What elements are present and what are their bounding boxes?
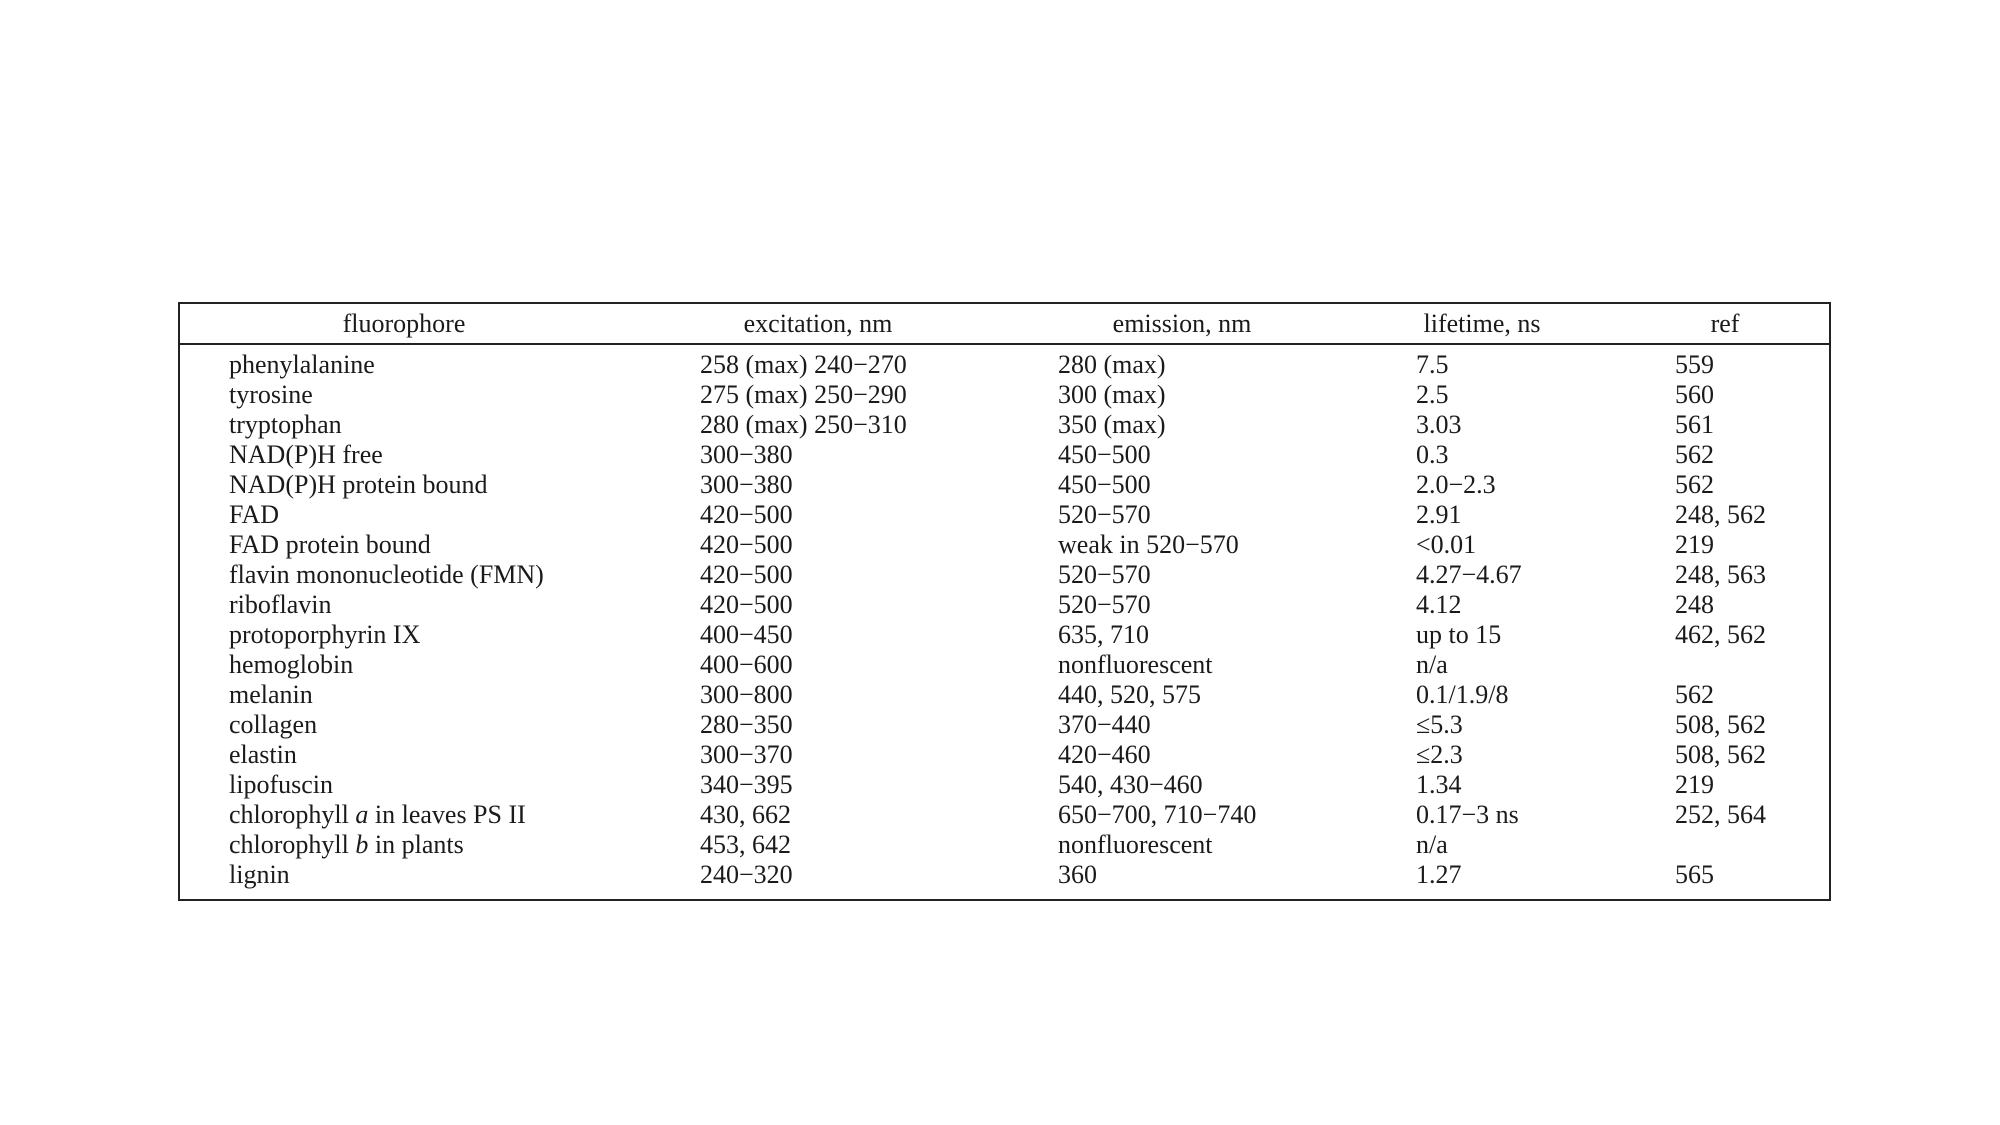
cell-excitation: 400−450 xyxy=(700,620,793,649)
cell-fluorophore: NAD(P)H free xyxy=(229,440,383,469)
fluorophore-text: in plants xyxy=(368,830,464,859)
cell-lifetime: 2.0−2.3 xyxy=(1416,470,1496,499)
cell-lifetime: 7.5 xyxy=(1416,350,1449,379)
cell-fluorophore: lignin xyxy=(229,860,290,889)
cell-fluorophore: riboflavin xyxy=(229,590,332,619)
cell-fluorophore: protoporphyrin IX xyxy=(229,620,421,649)
cell-emission: 300 (max) xyxy=(1058,380,1166,409)
cell-ref: 248 xyxy=(1675,590,1714,619)
cell-lifetime: <0.01 xyxy=(1416,530,1477,559)
cell-lifetime: 4.27−4.67 xyxy=(1416,560,1522,589)
cell-emission: 635, 710 xyxy=(1058,620,1149,649)
table-row xyxy=(180,770,1829,800)
cell-lifetime: 2.91 xyxy=(1416,500,1462,529)
table-row xyxy=(180,680,1829,710)
cell-lifetime: up to 15 xyxy=(1416,620,1502,649)
cell-excitation: 420−500 xyxy=(700,560,793,589)
cell-excitation: 240−320 xyxy=(700,860,793,889)
cell-excitation: 430, 662 xyxy=(700,800,791,829)
cell-fluorophore: melanin xyxy=(229,680,313,709)
cell-lifetime: 0.1/1.9/8 xyxy=(1416,680,1509,709)
header-excitation: excitation, nm xyxy=(743,309,893,338)
table-row xyxy=(180,710,1829,740)
cell-emission: 450−500 xyxy=(1058,440,1151,469)
cell-emission: weak in 520−570 xyxy=(1058,530,1239,559)
cell-fluorophore: collagen xyxy=(229,710,318,739)
italic-variable: b xyxy=(355,830,369,859)
cell-lifetime: 4.12 xyxy=(1416,590,1462,619)
table-header-row xyxy=(180,304,1829,345)
fluorophore-text: chlorophyll xyxy=(229,830,356,859)
cell-excitation: 280 (max) 250−310 xyxy=(700,410,907,439)
table-row xyxy=(180,740,1829,770)
cell-emission: 280 (max) xyxy=(1058,350,1166,379)
cell-ref: 508, 562 xyxy=(1675,710,1766,739)
cell-emission: 420−460 xyxy=(1058,740,1151,769)
cell-ref: 562 xyxy=(1675,680,1714,709)
cell-excitation: 300−800 xyxy=(700,680,793,709)
cell-excitation: 420−500 xyxy=(700,500,793,529)
table-row xyxy=(180,830,1829,860)
cell-emission: 450−500 xyxy=(1058,470,1151,499)
cell-excitation: 400−600 xyxy=(700,650,793,679)
cell-excitation: 453, 642 xyxy=(700,830,791,859)
table-row xyxy=(180,800,1829,830)
cell-lifetime: ≤5.3 xyxy=(1416,710,1463,739)
table-row xyxy=(180,590,1829,620)
cell-emission: 440, 520, 575 xyxy=(1058,680,1201,709)
cell-lifetime: ≤2.3 xyxy=(1416,740,1463,769)
cell-fluorophore: tyrosine xyxy=(229,380,313,409)
cell-excitation: 300−380 xyxy=(700,440,793,469)
cell-fluorophore: phenylalanine xyxy=(229,350,375,379)
table-body xyxy=(180,350,1829,890)
cell-excitation: 420−500 xyxy=(700,530,793,559)
cell-emission: 520−570 xyxy=(1058,560,1151,589)
cell-emission: 520−570 xyxy=(1058,590,1151,619)
cell-fluorophore: FAD xyxy=(229,500,280,529)
cell-lifetime: 0.3 xyxy=(1416,440,1449,469)
cell-emission: 520−570 xyxy=(1058,500,1151,529)
cell-excitation: 275 (max) 250−290 xyxy=(700,380,907,409)
cell-ref: 219 xyxy=(1675,770,1714,799)
cell-lifetime: 1.34 xyxy=(1416,770,1462,799)
cell-lifetime: 2.5 xyxy=(1416,380,1449,409)
table-row xyxy=(180,470,1829,500)
cell-ref: 248, 562 xyxy=(1675,500,1766,529)
cell-ref: 559 xyxy=(1675,350,1714,379)
table-row xyxy=(180,530,1829,560)
table-row xyxy=(180,560,1829,590)
cell-fluorophore xyxy=(229,800,526,830)
cell-fluorophore: tryptophan xyxy=(229,410,342,439)
table-row xyxy=(180,620,1829,650)
cell-emission: 540, 430−460 xyxy=(1058,770,1203,799)
table-row xyxy=(180,350,1829,380)
cell-fluorophore: flavin mononucleotide (FMN) xyxy=(229,560,544,589)
cell-emission: nonfluorescent xyxy=(1058,830,1213,859)
cell-emission: 360 xyxy=(1058,860,1097,889)
header-lifetime: lifetime, ns xyxy=(1423,309,1541,338)
fluorophore-text: chlorophyll xyxy=(229,800,356,829)
cell-ref: 560 xyxy=(1675,380,1714,409)
table-row xyxy=(180,500,1829,530)
table-row xyxy=(180,380,1829,410)
cell-fluorophore: hemoglobin xyxy=(229,650,354,679)
fluorophore-text: in leaves PS II xyxy=(368,800,526,829)
table-row xyxy=(180,860,1829,890)
cell-lifetime: n/a xyxy=(1416,830,1448,859)
cell-ref: 561 xyxy=(1675,410,1714,439)
header-emission: emission, nm xyxy=(1112,309,1252,338)
cell-lifetime: 0.17−3 ns xyxy=(1416,800,1519,829)
table-row xyxy=(180,410,1829,440)
cell-ref: 565 xyxy=(1675,860,1714,889)
cell-ref: 248, 563 xyxy=(1675,560,1766,589)
cell-ref: 562 xyxy=(1675,440,1714,469)
cell-lifetime: 3.03 xyxy=(1416,410,1462,439)
cell-excitation: 300−370 xyxy=(700,740,793,769)
italic-variable: a xyxy=(355,800,369,829)
cell-ref: 252, 564 xyxy=(1675,800,1766,829)
cell-fluorophore: NAD(P)H protein bound xyxy=(229,470,488,499)
cell-lifetime: n/a xyxy=(1416,650,1448,679)
header-fluorophore: fluorophore xyxy=(342,309,466,338)
cell-fluorophore: lipofuscin xyxy=(229,770,333,799)
cell-emission: 350 (max) xyxy=(1058,410,1166,439)
cell-lifetime: 1.27 xyxy=(1416,860,1462,889)
cell-ref: 462, 562 xyxy=(1675,620,1766,649)
cell-excitation: 280−350 xyxy=(700,710,793,739)
cell-fluorophore xyxy=(229,830,464,860)
header-ref: ref xyxy=(1710,309,1740,338)
cell-fluorophore: elastin xyxy=(229,740,297,769)
cell-ref: 219 xyxy=(1675,530,1714,559)
cell-ref: 562 xyxy=(1675,470,1714,499)
cell-excitation: 340−395 xyxy=(700,770,793,799)
cell-emission: nonfluorescent xyxy=(1058,650,1213,679)
cell-excitation: 420−500 xyxy=(700,590,793,619)
table-row xyxy=(180,650,1829,680)
cell-ref: 508, 562 xyxy=(1675,740,1766,769)
table-row xyxy=(180,440,1829,470)
cell-excitation: 258 (max) 240−270 xyxy=(700,350,907,379)
cell-emission: 370−440 xyxy=(1058,710,1151,739)
fluorophore-table xyxy=(178,302,1831,901)
cell-excitation: 300−380 xyxy=(700,470,793,499)
cell-emission: 650−700, 710−740 xyxy=(1058,800,1257,829)
cell-fluorophore: FAD protein bound xyxy=(229,530,431,559)
